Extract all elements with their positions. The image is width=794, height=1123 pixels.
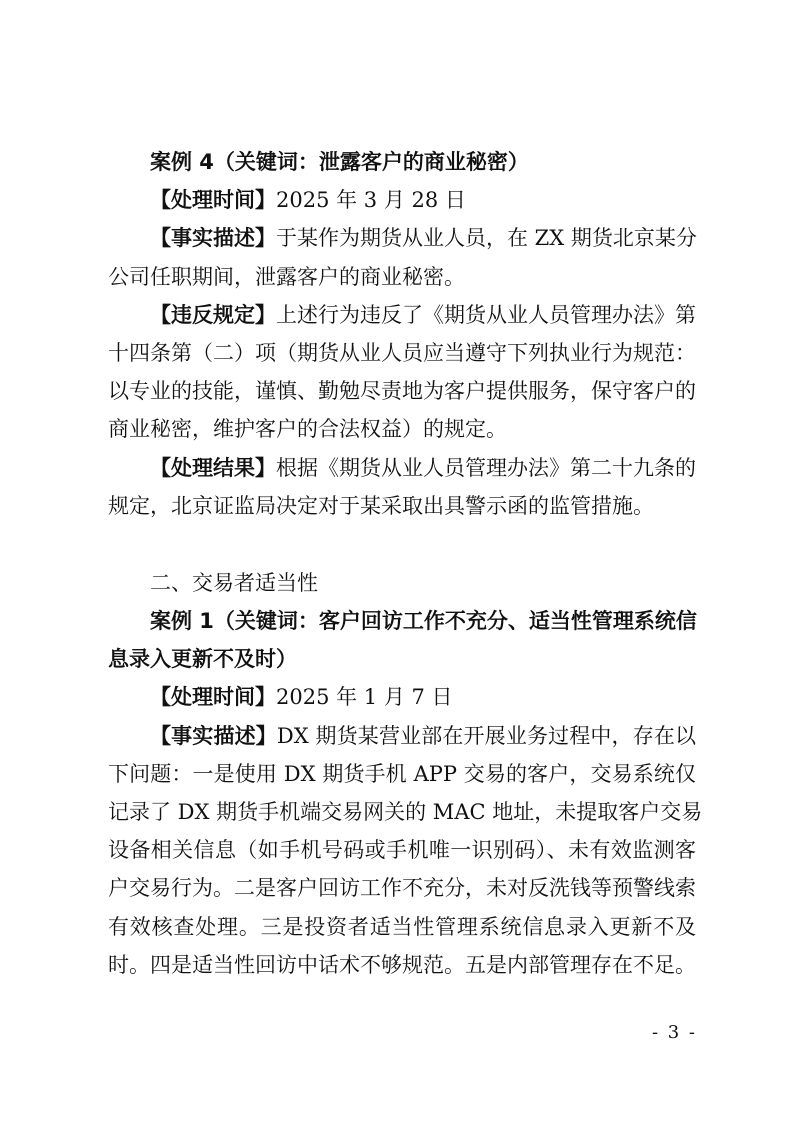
case4-result-label: 【处理结果】 — [150, 455, 276, 480]
case4-facts-line-1 — [108, 219, 696, 257]
case1-facts-label: 【事实描述】 — [150, 723, 277, 748]
case1-time-value: 2025 年 1 月 7 日 — [276, 685, 453, 710]
case4-facts-line-2: 公司任职期间，泄露客户的商业秘密。 — [108, 264, 465, 289]
case4-facts-label: 【事实描述】 — [150, 226, 276, 251]
case4-violation-line-3: 以专业的技能，谨慎、勤勉尽责地为客户提供服务，保守客户的 — [108, 379, 696, 404]
case1-title-line-2: 息录入更新不及时） — [108, 647, 297, 672]
section-heading: 二、交易者适当性 — [150, 570, 318, 595]
case1-time-label: 【处理时间】 — [150, 685, 276, 710]
case1-time-paragraph — [108, 678, 696, 716]
case1-facts-line-5: 户交易行为。二是客户回访工作不充分，未对反洗钱等预警线索 — [108, 876, 696, 901]
case1-facts-text-1: DX 期货某营业部在开展业务过程中，存在以 — [276, 723, 696, 748]
case4-facts-text-1: 于某作为期货从业人员，在 ZX 期货北京某分 — [276, 226, 697, 251]
page-number: - 3 - — [651, 1022, 697, 1043]
case4-time-label: 【处理时间】 — [150, 188, 276, 213]
case4-result-text-1: 根据《期货从业人员管理办法》第二十九条的 — [276, 455, 696, 480]
case4-time-paragraph — [108, 181, 696, 219]
case1-facts-line-7: 时。四是适当性回访中话术不够规范。五是内部管理存在不足。 — [108, 952, 696, 977]
case1-facts-line-2: 下问题：一是使用 DX 期货手机 APP 交易的客户，交易系统仅 — [108, 761, 696, 786]
section-spacer — [108, 525, 696, 564]
case1-facts-line-1 — [108, 717, 696, 755]
case1-facts-line-6: 有效核查处理。三是投资者适当性管理系统信息录入更新不及 — [108, 914, 696, 939]
case4-violation-label: 【违反规定】 — [150, 302, 276, 327]
case4-violation-line-4: 商业秘密，维护客户的合法权益）的规定。 — [108, 417, 507, 442]
case4-violation-line-2: 十四条第（二）项（期货从业人员应当遵守下列执业行为规范： — [108, 340, 696, 365]
case1-facts-line-4: 设备相关信息（如手机号码或手机唯一识别码）、未有效监测客 — [108, 838, 696, 863]
document-body — [108, 143, 703, 984]
case4-violation-text-1: 上述行为违反了《期货从业人员管理办法》第 — [276, 302, 696, 327]
case4-result-line-1 — [108, 449, 696, 487]
case4-title: 案例 4（关键词：泄露客户的商业秘密） — [150, 150, 529, 174]
case4-violation-line-1 — [108, 296, 696, 334]
case4-time-value: 2025 年 3 月 28 日 — [276, 188, 466, 213]
case1-title-line-1: 案例 1（关键词：客户回访工作不充分、适当性管理系统信 — [150, 609, 697, 634]
case1-facts-line-3: 记录了 DX 期货手机端交易网关的 MAC 地址，未提取客户交易 — [108, 800, 703, 824]
case4-result-line-2: 规定，北京证监局决定对于某采取出具警示函的监管措施。 — [108, 493, 654, 518]
